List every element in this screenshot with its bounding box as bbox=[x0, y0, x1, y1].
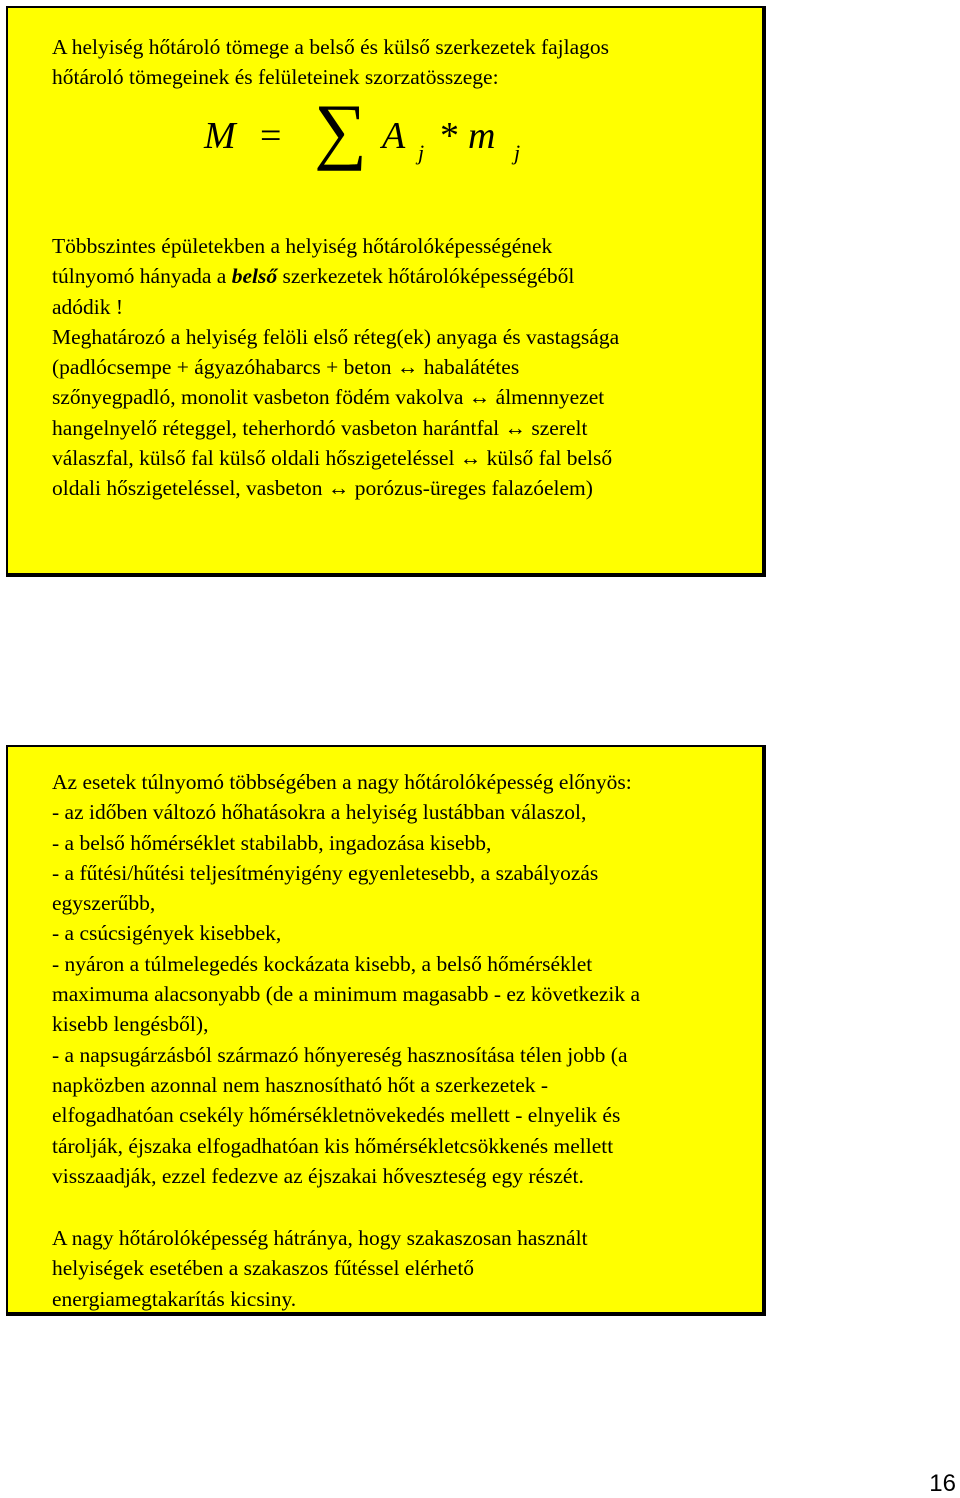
formula-equals: = bbox=[260, 115, 282, 157]
text-line: A helyiség hőtároló tömege a belső és külső szerkezetek fajlagos bbox=[52, 35, 610, 59]
text-line: elfogadhatóan csekély hőmérsékletnövekedés mellett - elnyelik és bbox=[52, 1103, 621, 1128]
text-line: Többszintes épületekben a helyiség hőtárolóképességének bbox=[52, 234, 553, 258]
page-number: 16 bbox=[929, 1470, 956, 1497]
text-line: maximuma alacsonyabb (de a minimum magasabb - ez következik a bbox=[52, 982, 641, 1007]
text-line: tárolják, éjszaka elfogadhatóan kis hőmérsékletcsökkenés mellett bbox=[52, 1133, 614, 1158]
text-line: oldali hőszigeteléssel, vasbeton ↔ porózus-üreges falazóelem) bbox=[52, 476, 593, 501]
text-line: - a belső hőmérséklet stabilabb, ingadozása kisebb, bbox=[52, 830, 492, 855]
formula-subscript: j bbox=[418, 140, 425, 165]
text-fragment: szerkezetek hőtárolóképességéből bbox=[277, 264, 575, 289]
text-line: hőtároló tömegeinek és felületeinek szorzatösszege: bbox=[52, 65, 499, 90]
text-line: helyiségek esetében a szakaszos fűtéssel elérhető bbox=[52, 1256, 475, 1281]
text-line: válaszfal, külső fal külső oldali hőszigeteléssel ↔ külső fal belső bbox=[52, 446, 613, 471]
advantages-list bbox=[52, 767, 640, 1191]
text-line: Meghatározó a helyiség felöli első réteg(ek) anyaga és vastagsága bbox=[52, 324, 620, 349]
text-line: napközben azonnal nem hasznosítható hőt a szerkezetek - bbox=[52, 1072, 549, 1097]
emphasized-word: belső bbox=[231, 264, 278, 289]
formula-lhs: M bbox=[204, 115, 236, 157]
text-line: hangelnyelő réteggel, teherhordó vasbeton harántfal ↔ szerelt bbox=[52, 415, 588, 440]
formula-mass: m bbox=[468, 115, 496, 157]
text-line: energiamegtakarítás kicsiny. bbox=[52, 1286, 297, 1311]
disadvantage-paragraph bbox=[52, 1223, 588, 1314]
text-line: (padlócsempe + ágyazóhabarcs + beton ↔ habalátétes bbox=[52, 355, 520, 380]
intro-paragraph bbox=[52, 32, 609, 93]
text-line: - a fűtési/hűtési teljesítményigény egyenletesebb, a szabályozás bbox=[52, 860, 599, 885]
mass-formula bbox=[204, 90, 544, 174]
text-line: - a napsugárzásból származó hőnyereség hasznosítása télen jobb (a bbox=[52, 1042, 628, 1067]
text-fragment: túlnyomó hányada a bbox=[52, 264, 232, 289]
body-paragraph bbox=[52, 231, 619, 504]
slide-advantages bbox=[6, 745, 766, 1316]
text-line: Az esetek túlnyomó többségében a nagy hőtárolóképesség előnyös: bbox=[52, 770, 632, 794]
text-line: visszaadják, ezzel fedezve az éjszakai hőveszteség egy részét. bbox=[52, 1163, 584, 1188]
text-line: egyszerűbb, bbox=[52, 891, 156, 916]
text-line: - az időben változó hőhatásokra a helyiség lustábban válaszol, bbox=[52, 800, 587, 825]
text-line: kisebb lengésből), bbox=[52, 1012, 209, 1037]
formula-subscript: j bbox=[514, 140, 521, 165]
text-line: A nagy hőtárolóképesség hátránya, hogy szakaszosan használt bbox=[52, 1226, 588, 1250]
text-line: szőnyegpadló, monolit vasbeton födém vakolva ↔ álmennyezet bbox=[52, 385, 605, 410]
text-line: adódik ! bbox=[52, 294, 124, 319]
formula-area: A bbox=[382, 115, 406, 157]
slide-heat-storage-mass bbox=[6, 6, 766, 577]
text-line bbox=[52, 261, 619, 291]
text-line: - a csúcsigények kisebbek, bbox=[52, 921, 282, 946]
text-line: - nyáron a túlmelegedés kockázata kisebb, a belső hőmérséklet bbox=[52, 951, 593, 976]
sum-symbol: ∑ bbox=[314, 90, 367, 172]
formula-times: * bbox=[440, 115, 459, 157]
